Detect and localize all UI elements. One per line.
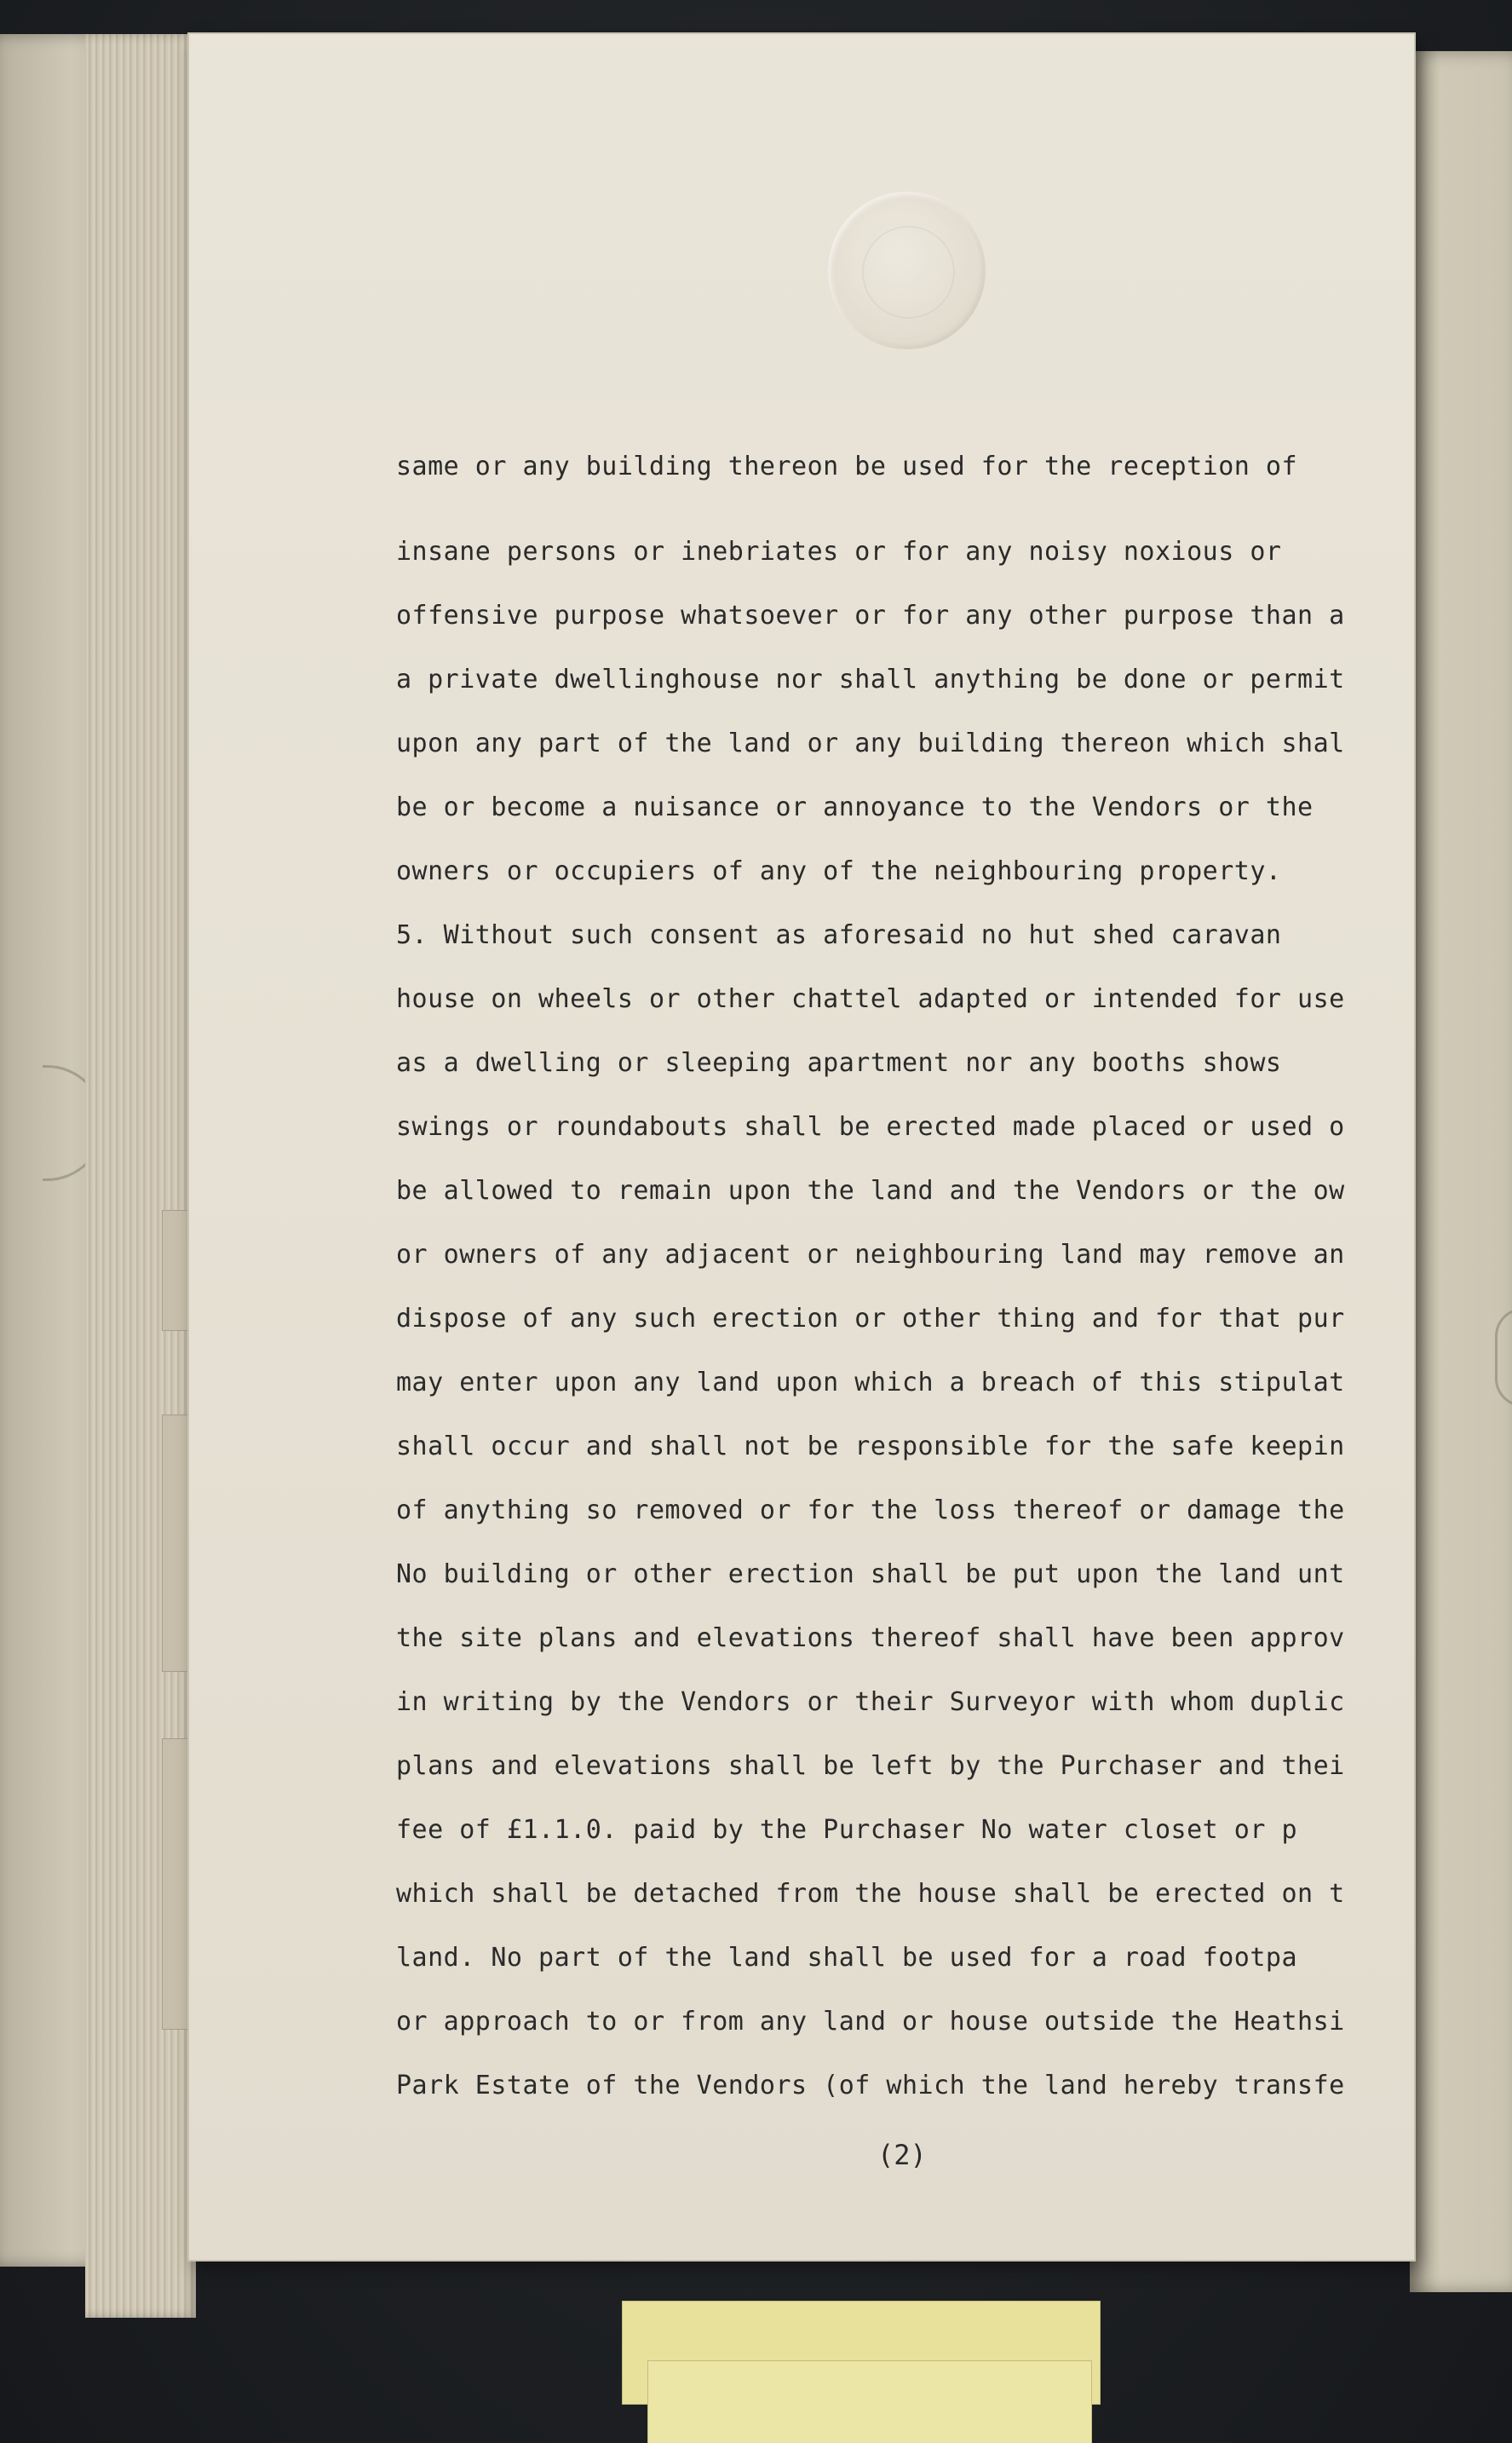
text-line: which shall be detached from the house shall be erected on t xyxy=(396,1879,1345,1909)
text-line: fee of £1.1.0. paid by the Purchaser No water closet or p xyxy=(396,1815,1298,1845)
text-line: Park Estate of the Vendors (of which the land hereby transfe xyxy=(396,2071,1345,2100)
page-edges xyxy=(85,34,196,2318)
text-line: swings or roundabouts shall be erected made placed or used o xyxy=(396,1112,1345,1142)
text-line: 5. Without such consent as aforesaid no hut shed caravan xyxy=(396,920,1282,950)
text-line: shall occur and shall not be responsible for the safe keepin xyxy=(396,1432,1345,1461)
page-number: (2) xyxy=(877,2139,927,2171)
text-line: No building or other erection shall be put upon the land unt xyxy=(396,1559,1345,1589)
embossed-seal-icon xyxy=(828,192,986,349)
text-line: as a dwelling or sleeping apartment nor any booths shows xyxy=(396,1048,1282,1078)
text-line: a private dwellinghouse nor shall anything be done or permit xyxy=(396,665,1345,694)
text-line: owners or occupiers of any of the neighbouring property. xyxy=(396,856,1282,886)
document-body xyxy=(396,435,1410,2117)
yellow-slip xyxy=(647,2360,1092,2443)
text-line: same or any building thereon be used for the reception of xyxy=(396,452,1298,481)
text-line: of anything so removed or for the loss thereof or damage the xyxy=(396,1495,1345,1525)
text-line: insane persons or inebriates or for any noisy noxious or xyxy=(396,537,1282,567)
text-line: in writing by the Vendors or their Surveyor with whom duplic xyxy=(396,1687,1345,1717)
text-line: dispose of any such erection or other thing and for that pur xyxy=(396,1304,1345,1334)
text-line: upon any part of the land or any building thereon which shal xyxy=(396,729,1345,758)
edge-stamp-right xyxy=(1495,1308,1512,1407)
text-line: land. No part of the land shall be used for a road footpa xyxy=(396,1943,1298,1973)
text-line: be allowed to remain upon the land and the Vendors or the ow xyxy=(396,1176,1345,1206)
text-line: or approach to or from any land or house outside the Heathsi xyxy=(396,2007,1345,2037)
text-line: the site plans and elevations thereof shall have been approv xyxy=(396,1623,1345,1653)
text-line: plans and elevations shall be left by the Purchaser and thei xyxy=(396,1751,1345,1781)
text-line: or owners of any adjacent or neighbouring land may remove an xyxy=(396,1240,1345,1270)
text-line: offensive purpose whatsoever or for any other purpose than a xyxy=(396,601,1345,631)
right-neighbour-page xyxy=(1410,51,1512,2292)
text-line: may enter upon any land upon which a breach of this stipulat xyxy=(396,1368,1345,1397)
text-line: house on wheels or other chattel adapted or intended for use xyxy=(396,984,1345,1014)
text-line: be or become a nuisance or annoyance to the Vendors or the xyxy=(396,792,1314,822)
